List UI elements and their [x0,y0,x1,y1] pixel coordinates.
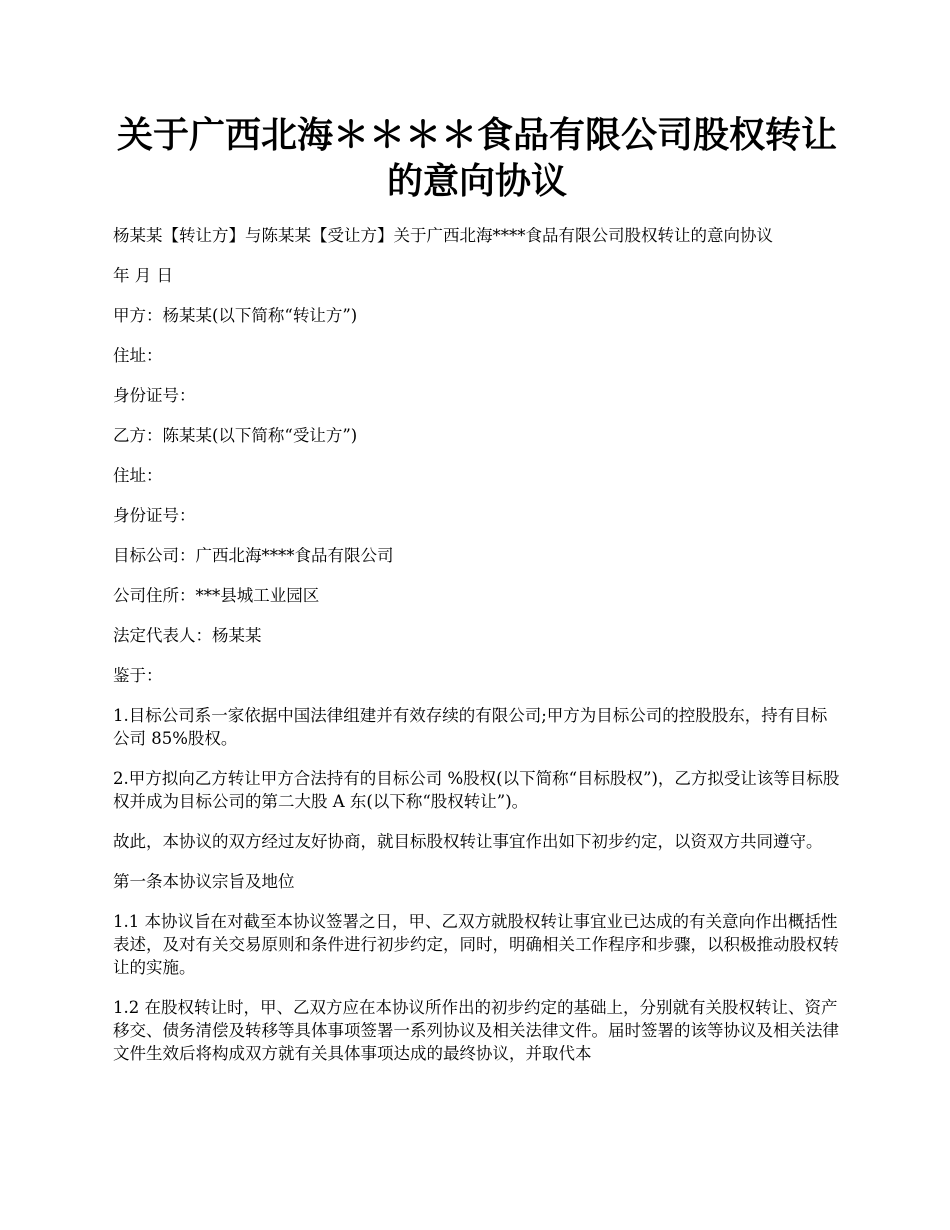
company-address: 公司住所：***县城工业园区 [113,586,320,605]
article-1-heading: 第一条本协议宗旨及地位 [113,872,295,891]
party-a-address: 住址： [113,346,163,365]
party-b-id: 身份证号： [113,506,196,525]
party-a: 甲方：杨某某(以下简称“转让方”) [113,306,358,325]
party-a-id: 身份证号： [113,386,196,405]
target-company: 目标公司：广西北海****食品有限公司 [113,546,394,565]
whereas-heading: 鉴于： [113,666,163,685]
date-line: 年 月 日 [113,266,173,285]
document-page [113,112,841,1082]
intro-line: 杨某某【转让方】与陈某某【受让方】关于广西北海****食品有限公司股权转让的意向协议 [113,226,773,245]
legal-representative: 法定代表人：杨某某 [113,626,262,645]
party-b-address: 住址： [113,466,163,485]
clause-1-2: 1.2 在股权转让时，甲、乙双方应在本协议所作出的初步约定的基础上，分别就有关股权转让、资产移交、债务清偿及转移等具体事项签署一系列协议及相关法律文件。届时签署的该等协议及相关法律文件生效后将构成双方就有关具体事项达成的最终协议，并取代本 [113,998,839,1063]
whereas-item-2: 2.甲方拟向乙方转让甲方合法持有的目标公司 %股权(以下简称“目标股权”)，乙方拟受让该等目标股权并成为目标公司的第二大股 A 东(以下称“股权转让”)。 [113,769,840,811]
whereas-item-1: 1.目标公司系一家依据中国法律组建并有效存续的有限公司;甲方为目标公司的控股股东，持有目标公司 85%股权。 [113,706,828,748]
document-title: 关于广西北海＊＊＊＊食品有限公司股权转让的意向协议 [116,114,837,202]
agreement-statement: 故此，本协议的双方经过友好协商，就目标股权转让事宜作出如下初步约定，以资双方共同遵守。 [113,832,823,851]
party-b: 乙方：陈某某(以下简称“受让方”) [113,426,358,445]
clause-1-1: 1.1 本协议旨在对截至本协议签署之日，甲、乙双方就股权转让事宜业已达成的有关意向作出概括性表述，及对有关交易原则和条件进行初步约定，同时，明确相关工作程序和步骤，以积极推动股权转让的实施。 [113,912,839,977]
